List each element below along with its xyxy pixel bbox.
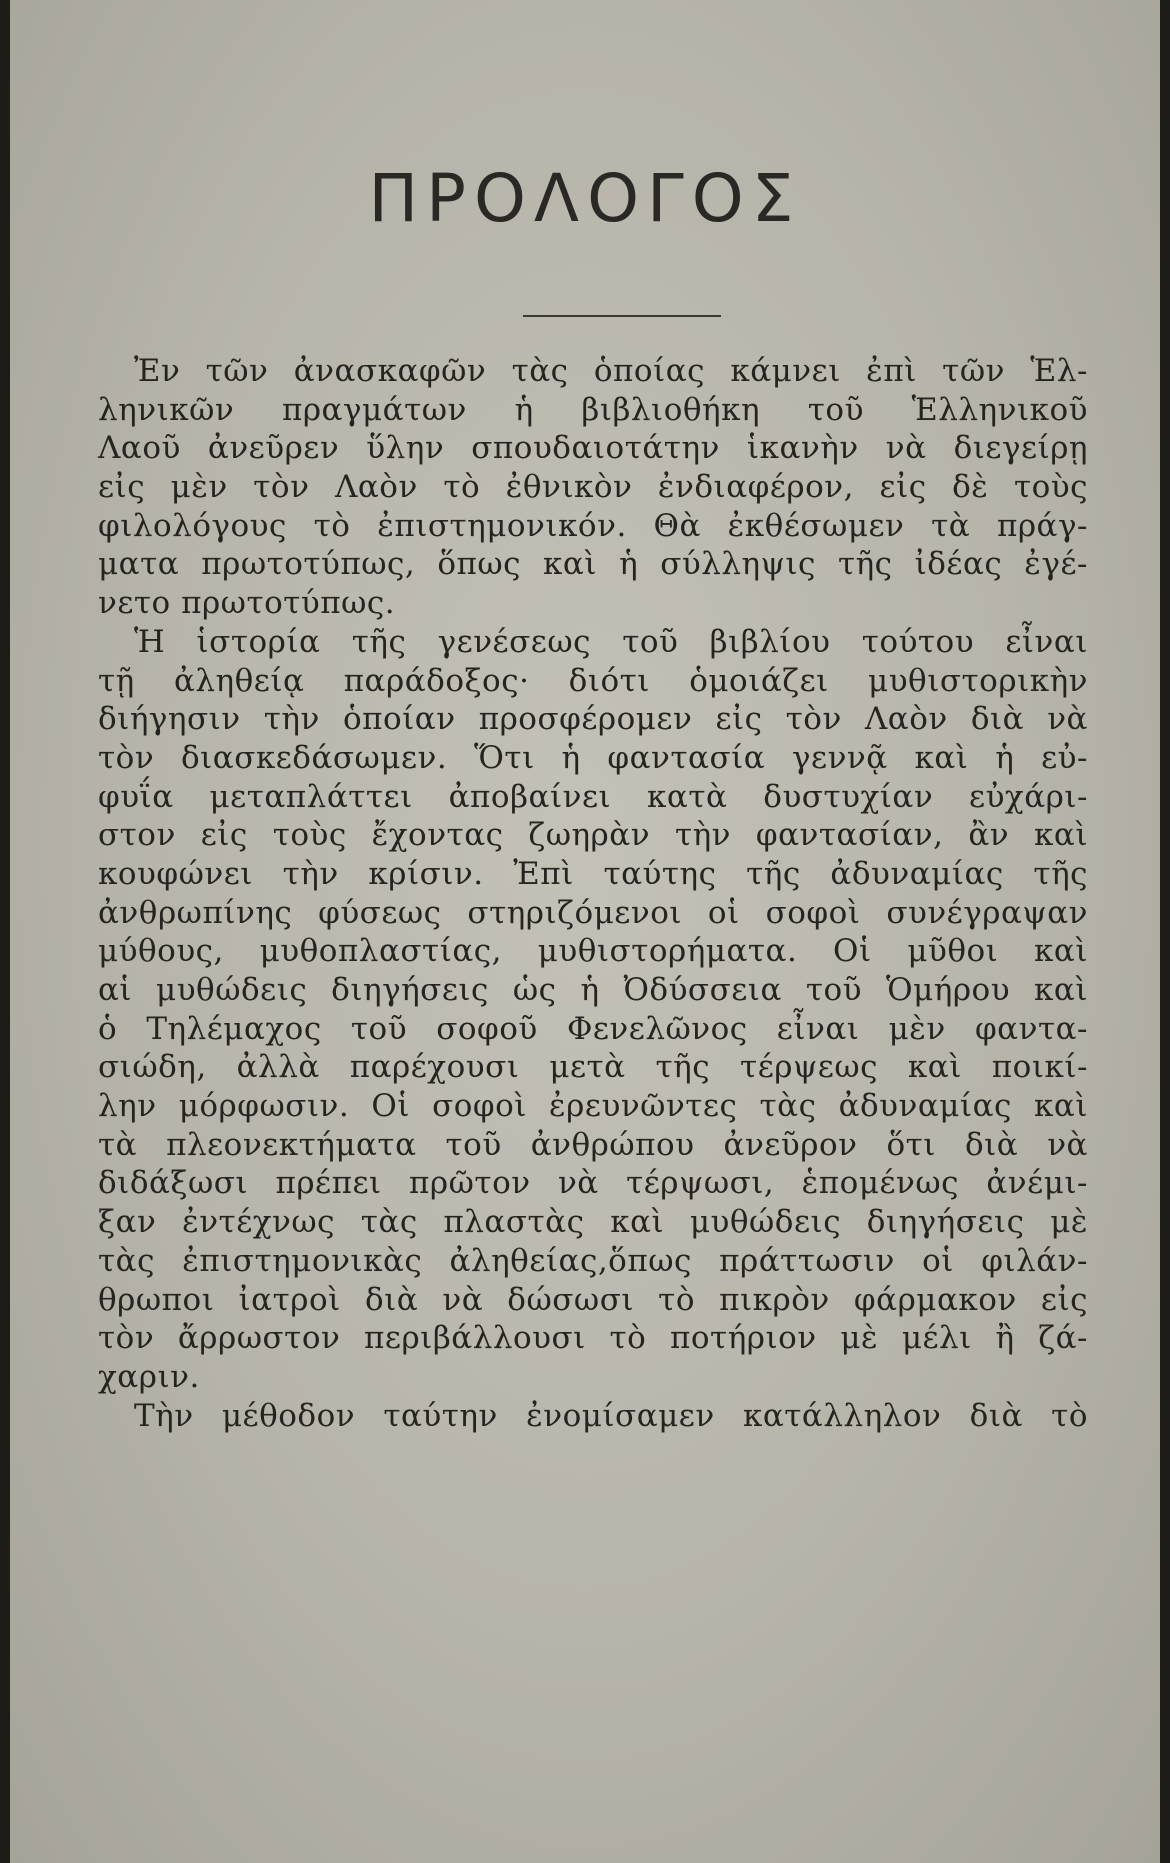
text-line: τῇ ἀληθείᾳ παράδοξος· διότι ὁμοιάζει μυθιστορικὴν xyxy=(98,662,1088,699)
text-line: φυΐα μεταπλάττει ἀποβαίνει κατὰ δυστυχίαν εὐχάρι- xyxy=(98,778,1088,815)
book-page xyxy=(10,0,1160,1863)
text-line: τὸν διασκεδάσωμεν. Ὅτι ἡ φαντασία γεννᾷ καὶ ἡ εὐ- xyxy=(98,739,1088,776)
text-line: διδάξωσι πρέπει πρῶτον νὰ τέρψωσι, ἑπομένως ἀνέμι- xyxy=(98,1165,1088,1202)
text-line: Λαοῦ ἀνεῦρεν ὕλην σπουδαιοτάτην ἱκανὴν νὰ διεγείρῃ xyxy=(98,430,1088,467)
text-line: τὰ πλεονεκτήματα τοῦ ἀνθρώπου ἀνεῦρον ὅτι διὰ νὰ xyxy=(98,1126,1088,1163)
text-line: στον εἰς τοὺς ἔχοντας ζωηρὰν τὴν φαντασίαν, ἂν καὶ xyxy=(98,817,1088,854)
text-line: ματα πρωτοτύπως, ὅπως καὶ ἡ σύλληψις τῆς ἰδέας ἐγέ- xyxy=(98,546,1088,583)
text-line: σιώδη, ἀλλὰ παρέχουσι μετὰ τῆς τέρψεως καὶ ποικί- xyxy=(98,1049,1088,1086)
text-line: Ἐν τῶν ἀνασκαφῶν τὰς ὁποίας κάμνει ἐπὶ τῶν Ἑλ- xyxy=(134,353,1088,389)
text-line: αἱ μυθώδεις διηγήσεις ὡς ἡ Ὀδύσσεια τοῦ Ὁμήρου καὶ xyxy=(98,972,1088,1008)
text-line: χαριν. xyxy=(98,1358,200,1395)
text-line: εἰς μὲν τὸν Λαὸν τὸ ἐθνικὸν ἐνδιαφέρον, εἰς δὲ τοὺς xyxy=(98,469,1088,506)
text-line: ξαν ἐντέχνως τὰς πλαστὰς καὶ μυθώδεις διηγήσεις μὲ xyxy=(98,1204,1088,1241)
text-line: λην μόρφωσιν. Οἱ σοφοὶ ἐρευνῶντες τὰς ἀδυναμίας καὶ xyxy=(98,1088,1088,1125)
text-line: Ἡ ἱστορία τῆς γενέσεως τοῦ βιβλίου τούτου εἶναι xyxy=(134,623,1088,660)
text-line: θρωποι ἰατροὶ διὰ νὰ δώσωσι τὸ πικρὸν φάρμακον εἰς xyxy=(98,1281,1088,1318)
text-line: μύθους, μυθοπλαστίας, μυθιστορήματα. Οἱ μῦθοι καὶ xyxy=(98,933,1088,970)
text-line: τὸν ἄρρωστον περιβάλλουσι τὸ ποτήριον μὲ μέλι ἢ ζά- xyxy=(98,1320,1088,1357)
text-line: ληνικῶν πραγμάτων ἡ βιβλιοθήκη τοῦ Ἑλληνικοῦ xyxy=(98,391,1088,428)
page-title: ΠΡΟΛΟΓΟΣ xyxy=(368,160,802,237)
text-line: νετο πρωτοτύπως. xyxy=(98,585,396,622)
title-divider xyxy=(523,315,721,317)
text-line: ὁ Τηλέμαχος τοῦ σοφοῦ Φενελῶνος εἶναι μὲν φαντα- xyxy=(98,1010,1088,1047)
text-line: ἀνθρωπίνης φύσεως στηριζόμενοι οἱ σοφοὶ συνέγραψαν xyxy=(98,894,1088,931)
text-line: κουφώνει τὴν κρίσιν. Ἐπὶ ταύτης τῆς ἀδυναμίας τῆς xyxy=(98,855,1088,892)
text-line: διήγησιν τὴν ὁποίαν προσφέρομεν εἰς τὸν Λαὸν διὰ νὰ xyxy=(98,701,1088,738)
text-line: τὰς ἐπιστημονικὰς ἀληθείας,ὅπως πράττωσιν οἱ φιλάν- xyxy=(98,1242,1088,1279)
prologue-text xyxy=(98,352,1088,1435)
text-line: φιλολόγους τὸ ἐπιστημονικόν. Θὰ ἐκθέσωμεν τὰ πράγ- xyxy=(98,507,1088,544)
text-line: Τὴν μέθοδον ταύτην ἐνομίσαμεν κατάλληλον διὰ τὸ xyxy=(134,1397,1088,1434)
